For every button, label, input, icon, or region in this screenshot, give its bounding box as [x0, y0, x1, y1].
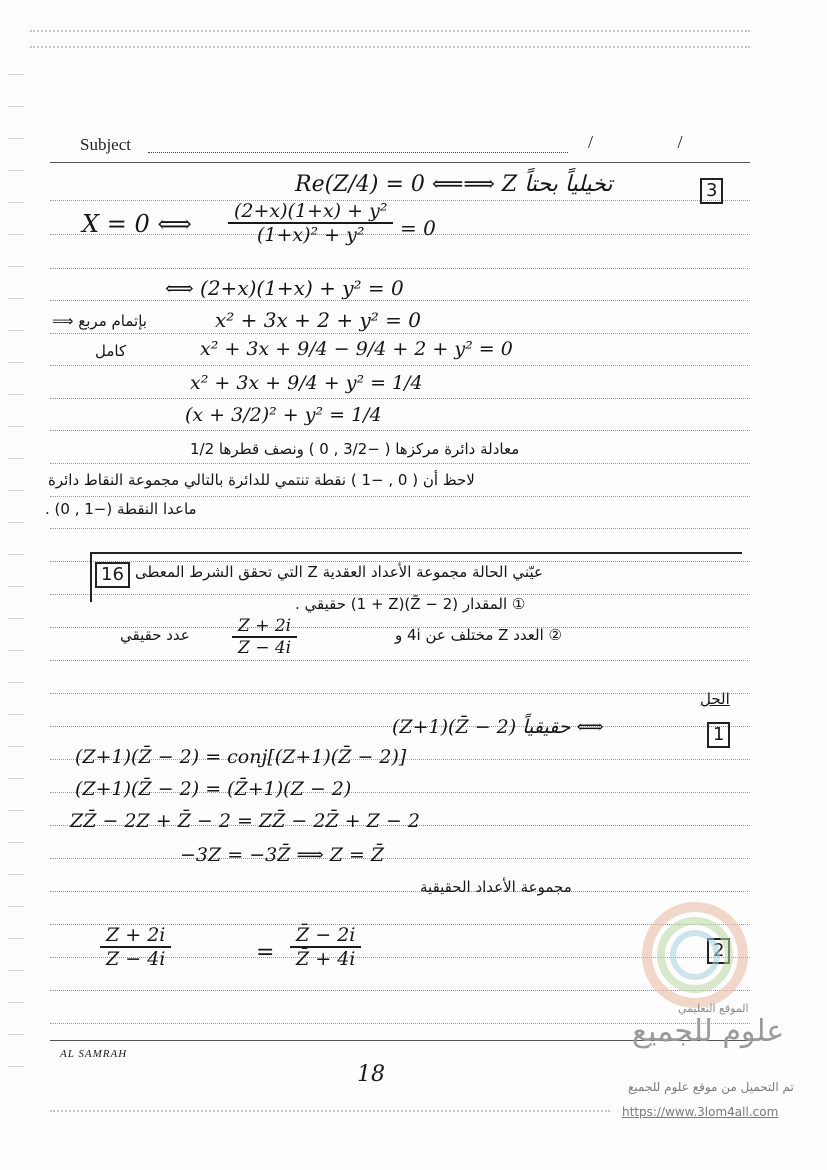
- date-field: / /: [588, 132, 723, 152]
- binding-holes: [8, 60, 24, 1090]
- solution-step: (Z+1)(Z̄ − 2) = conj[(Z+1)(Z̄ − 2)]: [75, 746, 407, 768]
- fraction-numerator: (2+x)(1+x) + y²: [228, 200, 393, 224]
- subpart-title: (Z+1)(Z̄ − 2) حقيقياً ⟺: [392, 716, 604, 738]
- rule-line: [50, 528, 750, 529]
- rule-line: [50, 693, 750, 694]
- site-url-link[interactable]: https://www.3lom4all.com: [622, 1105, 779, 1119]
- solution-label: الحل: [700, 690, 730, 708]
- margin-note: بإتمام مربع ⟹: [52, 312, 147, 330]
- problem-item: عدد حقيقي: [120, 626, 190, 644]
- explanation-text: لاحظ أن ( 0 , −1 ) نقطة تنتمي للدائرة بالتالي مجموعة النقاط دائرة: [48, 471, 475, 489]
- notebook-brand: AL SAMRAH: [60, 1048, 128, 1060]
- rule-line: [50, 162, 750, 163]
- top-dotted-line: [30, 46, 750, 48]
- bottom-dotted-line: [50, 1110, 610, 1112]
- subject-field-line: [148, 152, 568, 153]
- equation-line: (x + 3/2)² + y² = 1/4: [185, 404, 382, 426]
- fraction: [290, 924, 361, 970]
- solution-conclusion: مجموعة الأعداد الحقيقية: [420, 878, 572, 896]
- problem-number-box: 16: [95, 562, 130, 588]
- page-number: 18: [357, 1062, 385, 1087]
- rule-line: [50, 398, 750, 399]
- margin-note: كامل: [95, 342, 127, 360]
- solution-step: (Z+1)(Z̄ − 2) = (Z̄+1)(Z − 2): [75, 778, 352, 800]
- fraction-denominator: Z − 4i: [238, 638, 292, 658]
- explanation-text: ماعدا النقطة (−1 , 0) .: [45, 500, 197, 518]
- subpart-number-box: 2: [707, 938, 730, 964]
- fraction-denominator: Z − 4i: [106, 948, 166, 970]
- problem-intro: عيّني الحالة مجموعة الأعداد العقدية Z التي تحقق الشرط المعطى: [135, 563, 543, 581]
- subpart-number-box: 1: [707, 722, 730, 748]
- rule-line: [50, 463, 750, 464]
- rule-line: [50, 660, 750, 661]
- solution-step: −3Z = −3Z̄ ⟹ Z = Z̄: [180, 844, 385, 866]
- explanation-text: معادلة دائرة مركزها ( −3/2 , 0 ) ونصف قطرها 1/2: [190, 440, 520, 458]
- problem-title: Re(Z/4) = 0 ⟸⟹ Z تخيلياً بحتاً: [295, 172, 613, 197]
- top-dotted-line: [30, 30, 750, 32]
- rule-line: [50, 430, 750, 431]
- fraction-numerator: Z̄ − 2i: [290, 924, 361, 948]
- download-notice: تم التحميل من موقع علوم للجميع: [628, 1080, 794, 1094]
- watermark-site-name: علوم للجميع: [632, 1014, 785, 1049]
- watermark-small-text: الموقع التعليمي: [678, 1002, 749, 1015]
- equation-rhs: = 0: [400, 216, 436, 240]
- problem-item: ① المقدار (2 − Z̄)(1 + Z) حقيقي .: [295, 595, 526, 613]
- rule-line: [50, 891, 750, 892]
- fraction-denominator: Z̄ + 4i: [296, 948, 356, 970]
- problem-item: ② العدد Z مختلف عن 4i و: [395, 626, 562, 644]
- equals-sign: =: [256, 940, 275, 965]
- fraction-denominator: (1+x)² + y²: [256, 224, 365, 246]
- fraction-numerator: Z + 2i: [100, 924, 171, 948]
- rule-line: [50, 365, 750, 366]
- equation-line: x² + 3x + 9/4 − 9/4 + 2 + y² = 0: [200, 338, 513, 360]
- problem-number-box: 3: [700, 178, 723, 204]
- equation-line: x² + 3x + 9/4 + y² = 1/4: [190, 372, 423, 394]
- subject-label: Subject: [80, 135, 131, 154]
- fraction: [232, 616, 297, 658]
- solution-step: ZZ̄ − 2Z + Z̄ − 2 = ZZ̄ − 2Z̄ + Z − 2: [70, 810, 420, 832]
- rule-line: [50, 200, 750, 201]
- equation-lhs: X = 0 ⟺: [82, 210, 192, 238]
- equation-line: x² + 3x + 2 + y² = 0: [215, 308, 421, 332]
- rule-line: [50, 333, 750, 334]
- fraction: [100, 924, 171, 970]
- equation-line: ⟺ (2+x)(1+x) + y² = 0: [165, 276, 404, 300]
- rule-line: [50, 496, 750, 497]
- rule-line: [50, 858, 750, 859]
- rule-line: [50, 268, 750, 269]
- fraction: [228, 200, 393, 246]
- rule-line: [50, 300, 750, 301]
- fraction-numerator: Z + 2i: [232, 616, 297, 638]
